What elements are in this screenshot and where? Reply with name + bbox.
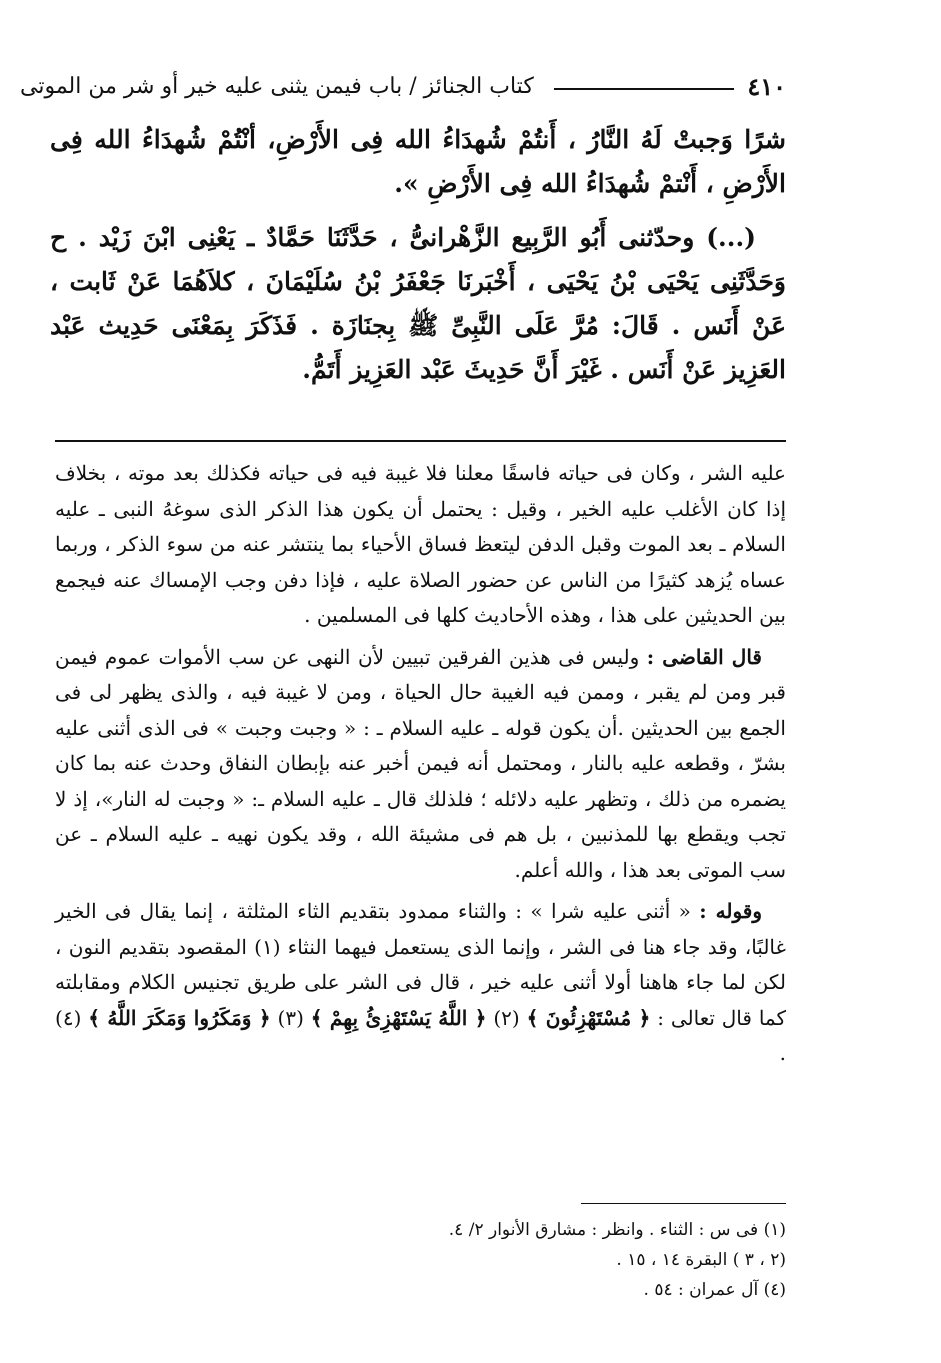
commentary-paragraph-1: عليه الشر ، وكان فى حياته فاسقًا معلنا فلا غيبة فيه فى حياته فكذلك بعد موته ، بخلاف إذا كان الأغلب عليه الخير ، وقيل : يحتمل أن يكون هذا الذكر الذى سوغهُ النبى ـ عليه السلام ـ بعد الموت وقبل الدفن ليتعظ فساق الأحياء بما ينتشر عنه من سوء الذكر ، وربما عساه يُزهد كثيرًا من الناس عن حضور الصلاة عليه ، فإذا دفن وجب الإمساك عنه فيجمع بين الحديثين على هذا ، وهذه الأحاديث كلها فى المسلمين . bbox=[55, 461, 786, 627]
paragraph-body: « أثنى عليه شرا » : والثناء ممدود بتقديم الثاء المثلثة ، إنما يقال فى الخير غالبًا، وقد جاء هنا فى الشر ، وإنما الذى يستعمل فيهما النثاء (١) المقصود بتقديم النون ، لكن لما جاء هاهنا أولا أثنى عليه خير ، قال فى الشر على طريق تجنيس الكلام ومقابلته كما قال تعالى : bbox=[55, 899, 787, 1030]
hadith-paragraph-1: شرًا وَجبتْ لَهُ النَّارُ ، أَنتُمْ شُهدَاءُ الله فِى الأَرْضِ، أنْتُمْ شُهدَاءُ الله فِى الأَرْضِ ، أَنْتمْ شُهدَاءُ الله فِى الأَرْضِ ». bbox=[50, 125, 786, 198]
footnote-ref-2: (٢) bbox=[486, 1005, 527, 1030]
header-rule bbox=[554, 88, 734, 90]
quran-quote-2: ﴿ اللَّهُ يَسْتَهْزِئُ بِهِمْ ﴾ bbox=[310, 1005, 487, 1030]
page-header bbox=[20, 70, 786, 110]
running-title: كتاب الجنائز / باب فيمن يثنى عليه خير أو شر من الموتى bbox=[20, 74, 534, 99]
hadith-text bbox=[50, 118, 786, 392]
page-number: ٤١٠ bbox=[747, 72, 786, 101]
quran-quote-3: ﴿ وَمَكَرُوا وَمَكَرَ اللَّهُ ﴾ bbox=[88, 1005, 271, 1030]
footnote-ref-3: (٣) bbox=[270, 1005, 311, 1030]
footnote-ref-4: (٤) . bbox=[55, 1005, 786, 1065]
footnote-3: (٤) آل عمران : ٥٤ . bbox=[643, 1280, 786, 1300]
paragraph-lead-qawluhu: وقوله : bbox=[699, 899, 762, 923]
footnote-1: (١) فى س : الثناء . وانظر : مشارق الأنوار ٢/ ٤. bbox=[448, 1220, 786, 1240]
commentary-text bbox=[55, 456, 786, 1072]
footnote-divider bbox=[581, 1203, 786, 1204]
commentary-paragraph-2 bbox=[55, 640, 786, 889]
footnote-2: (٢ ، ٣ ) البقرة ١٤ ، ١٥ . bbox=[616, 1250, 786, 1270]
paragraph-body: وليس فى هذين الفرقين تبيين لأن النهى عن سب الأموات عموم فيمن قبر ومن لم يقبر ، وممن فيه الغيبة حال الحياة ، ومن لا غيبة فيه ، والذى يظهر لى فى الجمع بين الحديثين .أن يكون قوله ـ عليه السلام ـ : « وجبت وجبت » فى الذى أثنى عليه بشرّ ، وقطعه عليه بالنار ، ومحتمل أنه فيمن أخبر عنه بإبطان النفاق وحدث عنه بما كان يضمره من ذلك ، وتظهر عليه دلائله ؛ فلذلك قال ـ عليه السلام ـ: « وجبت له النار»، إذ لا تجب ويقطع بها للمذنبين ، بل هم فى مشيئة الله ، وقد يكون نهيه ـ عليه السلام ـ عن سب الموتى بعد هذا ، والله أعلم. bbox=[55, 644, 786, 882]
hadith-paragraph-2: (...) وحدّثنى أَبُو الرَّبِيع الزَّهْرانىُّ ، حَدَّثَنَا حَمَّادٌ ـ يَعْنِى ابْنَ زَيْد . ح وَحَدَّثَنِى يَحْيَى بْنُ يَحْيَى ، أَخْبَرنَا جَعْفَرُ بْنُ سُلَيْمَانَ ، كلاَهُمَا عَنْ ثَابت ، عَنْ أَنَس . قَالَ: مُرَّ عَلَى النَّبِىِّ ﷺ بِجنَازَة . فَذَكَرَ بِمَعْنَى حَدِيث عَبْد العَزِيز عَنْ أَنَس . غَيْرَ أَنَّ حَدِيثَ عَبْد العَزِيز أَتَمُّ. bbox=[50, 223, 786, 384]
commentary-paragraph-3 bbox=[55, 894, 786, 1072]
section-divider bbox=[55, 440, 786, 442]
paragraph-lead-qadi: قال القاضى : bbox=[646, 644, 762, 669]
quran-quote-1: ﴿ مُسْتَهْزِئُونَ ﴾ bbox=[526, 1005, 651, 1030]
footnotes bbox=[55, 1215, 786, 1305]
